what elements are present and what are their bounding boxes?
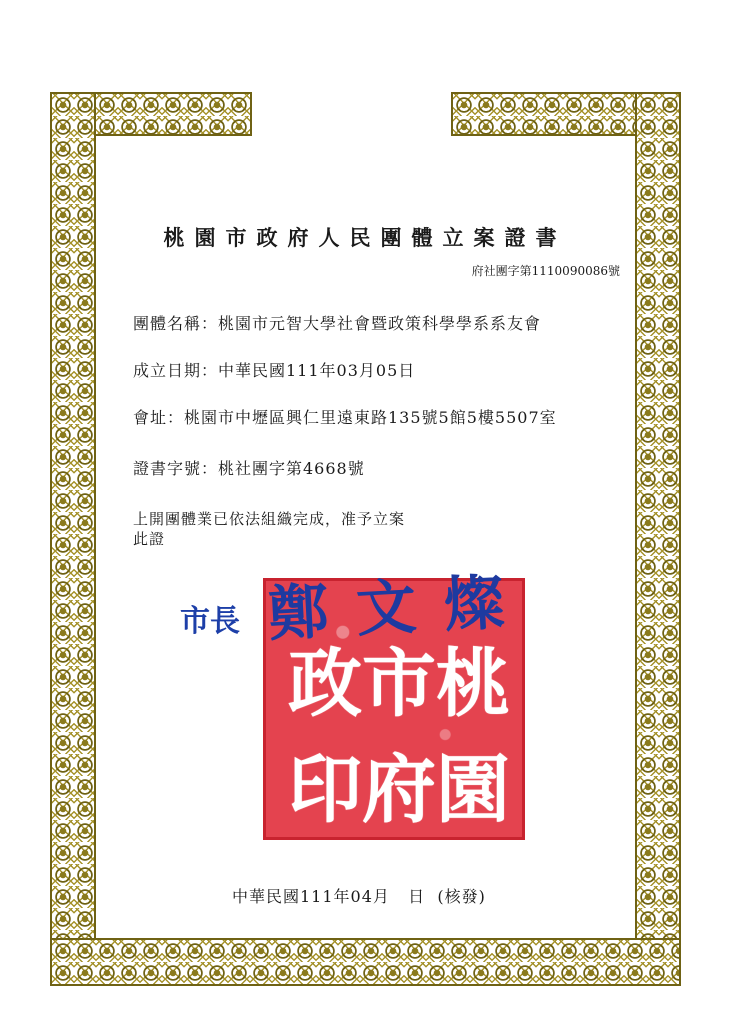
certification-line: 此證 <box>133 530 166 548</box>
organization-name-field: 團體名稱：桃園市元智大學社會暨政策科學學系系友會 <box>133 314 542 333</box>
certificate-number-field: 證書字號：桃社團字第4668號 <box>133 459 365 478</box>
seal-char: 園 <box>436 747 510 833</box>
certificate-title: 桃園市政府人民團體立案證書 <box>163 225 567 250</box>
ornamental-border-left <box>50 92 96 986</box>
seal-char: 市 <box>362 641 436 727</box>
signature-title: 市長 <box>180 604 240 639</box>
mayor-signature: 鄭文燦 <box>266 566 534 651</box>
seal-char: 府 <box>362 747 436 833</box>
seal-characters <box>288 625 510 833</box>
approval-statement: 上開團體業已依法組織完成，准予立案 <box>133 510 406 528</box>
issue-date: 中華民國111年04月 日 (核發) <box>232 887 486 906</box>
document-number: 府社團字第1110090086號 <box>471 264 620 278</box>
ornamental-border-right <box>635 92 681 986</box>
address-field: 會址：桃園市中壢區興仁里遠東路135號5館5樓5507室 <box>133 408 557 427</box>
seal-char: 印 <box>288 747 362 833</box>
establishment-date-field: 成立日期：中華民國111年03月05日 <box>133 361 416 380</box>
ornamental-border-bottom <box>50 938 681 986</box>
seal-char: 政 <box>288 641 362 727</box>
seal-char: 桃 <box>436 641 510 727</box>
